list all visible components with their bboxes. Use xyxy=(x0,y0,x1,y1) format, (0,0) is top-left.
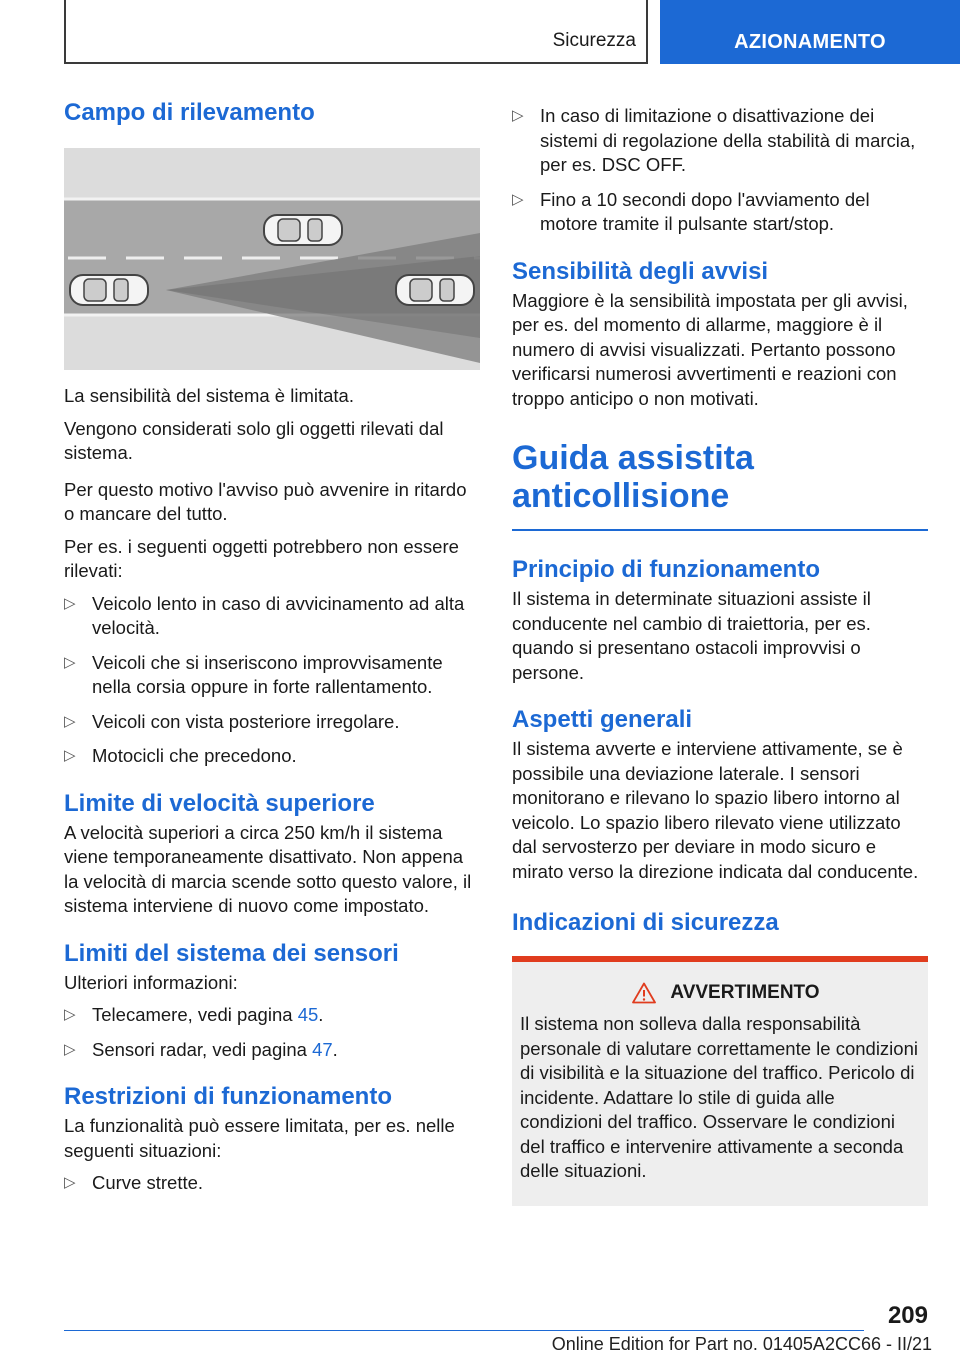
paragraph: La funzionalità può essere limitata, per es. nelle seguenti situazioni: xyxy=(64,1115,455,1161)
bullet-triangle-icon: ▷ xyxy=(64,653,76,671)
paragraph: Vengono considerati solo gli oggetti rilevati dal sistema. xyxy=(64,417,444,463)
road-diagram-icon xyxy=(64,148,480,370)
heading-restrizioni: Restrizioni di funzionamento xyxy=(64,1083,392,1110)
heading-aspetti-generali: Aspetti generali xyxy=(512,706,693,733)
heading-guida-line2: anticollisione xyxy=(512,477,730,515)
list-item: ▷ Curve strette. xyxy=(64,1171,480,1196)
list-item: ▷ Veicoli che si inseriscono improvvisamente nella corsia oppure in forte rallentamento. xyxy=(64,651,480,700)
bullet-triangle-icon: ▷ xyxy=(64,1174,76,1191)
paragraph: Il sistema avverte e interviene attivamente, se è possibile una deviazione laterale. I sensori monitorano e rilevano lo spazio libero intorno al veicolo. Lo spazio libero rilevato viene utilizzato dal servosterzo per deviare in modo sicuro e mirato verso la direzione indicata dal conducente. xyxy=(512,738,919,882)
bullet-list xyxy=(64,592,480,769)
list-item: ▷ Veicolo lento in caso di avvicinamento ad alta velocità. xyxy=(64,592,480,641)
bullet-triangle-icon: ▷ xyxy=(512,107,524,124)
detection-range-illustration xyxy=(64,148,480,370)
page-link-radar[interactable]: 47 xyxy=(312,1038,333,1060)
list-item: ▷ Sensori radar, vedi pagina 47. xyxy=(64,1038,480,1063)
list-item: ▷ Telecamere, vedi pagina 45. xyxy=(64,1003,480,1028)
bullet-triangle-icon: ▷ xyxy=(64,1040,76,1058)
warning-triangle-icon xyxy=(632,982,656,1004)
header-section-title: Sicurezza xyxy=(552,30,636,51)
bullet-list xyxy=(512,104,928,237)
bullet-triangle-icon: ▷ xyxy=(512,190,524,208)
chapter-heading xyxy=(512,439,928,531)
heading-rule xyxy=(512,529,928,531)
header-chapter-tab[interactable]: AZIONAMENTO xyxy=(660,0,960,64)
heading-principio: Principio di funzionamento xyxy=(512,556,820,583)
paragraph: Il sistema in determinate situazioni assiste il conducente nel cambio di traiettoria, per es. quando si presentano ostacoli improvvisi o persone. xyxy=(512,588,871,683)
heading-guida-line1: Guida assistita xyxy=(512,439,754,477)
footer-edition: Online Edition for Part no. 01405A2CC66 - II/21 xyxy=(551,1334,932,1354)
page-number: 209 xyxy=(887,1302,928,1329)
warning-box xyxy=(512,956,928,1206)
heading-campo: Campo di rilevamento xyxy=(64,99,315,126)
left-column xyxy=(64,96,480,1196)
paragraph: Ulteriori informazioni: xyxy=(64,971,238,993)
footer-rule xyxy=(64,1330,864,1331)
warning-text: Il sistema non solleva dalla responsabilità personale di valutare correttamente le condizioni di visibilità e la situazione del traffico. Pericolo di incidente. Adattare lo stile di guida alle condizioni del traffico. Osservare le condizioni del traffico e intervenire attivamente a seconda delle situazioni. xyxy=(520,1013,918,1181)
list-item: ▷ Motocicli che precedono. xyxy=(64,744,480,769)
paragraph: Per es. i seguenti oggetti potrebbero non essere rilevati: xyxy=(64,535,459,581)
warning-title: AVVERTIMENTO xyxy=(520,982,920,1004)
paragraph: A velocità superiori a circa 250 km/h il sistema viene temporaneamente disattivato. Non appena la velocità di marcia scende sotto questo valore, il sistema interviene di nuovo come impostato. xyxy=(64,821,472,916)
list-item: ▷ In caso di limitazione o disattivazione dei sistemi di regolazione della stabilità di marcia, per es. DSC OFF. xyxy=(512,104,928,178)
paragraph: La sensibilità del sistema è limitata. xyxy=(64,385,354,406)
list-item: ▷ Fino a 10 secondi dopo l'avviamento del motore tramite il pulsante start/stop. xyxy=(512,188,928,237)
bullet-triangle-icon: ▷ xyxy=(64,1006,76,1023)
right-column xyxy=(512,104,928,1206)
heading-limiti-sensori: Limiti del sistema dei sensori xyxy=(64,939,399,967)
bullet-triangle-icon: ▷ xyxy=(64,594,76,612)
bullet-triangle-icon: ▷ xyxy=(64,712,76,730)
paragraph: Per questo motivo l'avviso può avvenire in ritardo o mancare del tutto. xyxy=(64,478,467,524)
bullet-triangle-icon: ▷ xyxy=(64,747,76,764)
heading-limite-velocita: Limite di velocità superiore xyxy=(64,789,375,817)
bullet-list xyxy=(64,1171,480,1196)
bullet-list xyxy=(64,1003,480,1062)
paragraph: Maggiore è la sensibilità impostata per gli avvisi, per es. del momento di allarme, maggiore è il numero di avvisi visualizzati. Pertanto possono verificarsi numerosi avvertimenti e reazioni con troppo anticipo o non motivati. xyxy=(512,289,908,409)
header-section-box xyxy=(64,0,648,64)
heading-sensibilita-avvisi: Sensibilità degli avvisi xyxy=(512,257,769,285)
page-link-cameras[interactable]: 45 xyxy=(297,1004,319,1025)
heading-indicazioni-sicurezza: Indicazioni di sicurezza xyxy=(512,909,779,936)
list-item: ▷ Veicoli con vista posteriore irregolare. xyxy=(64,710,480,735)
